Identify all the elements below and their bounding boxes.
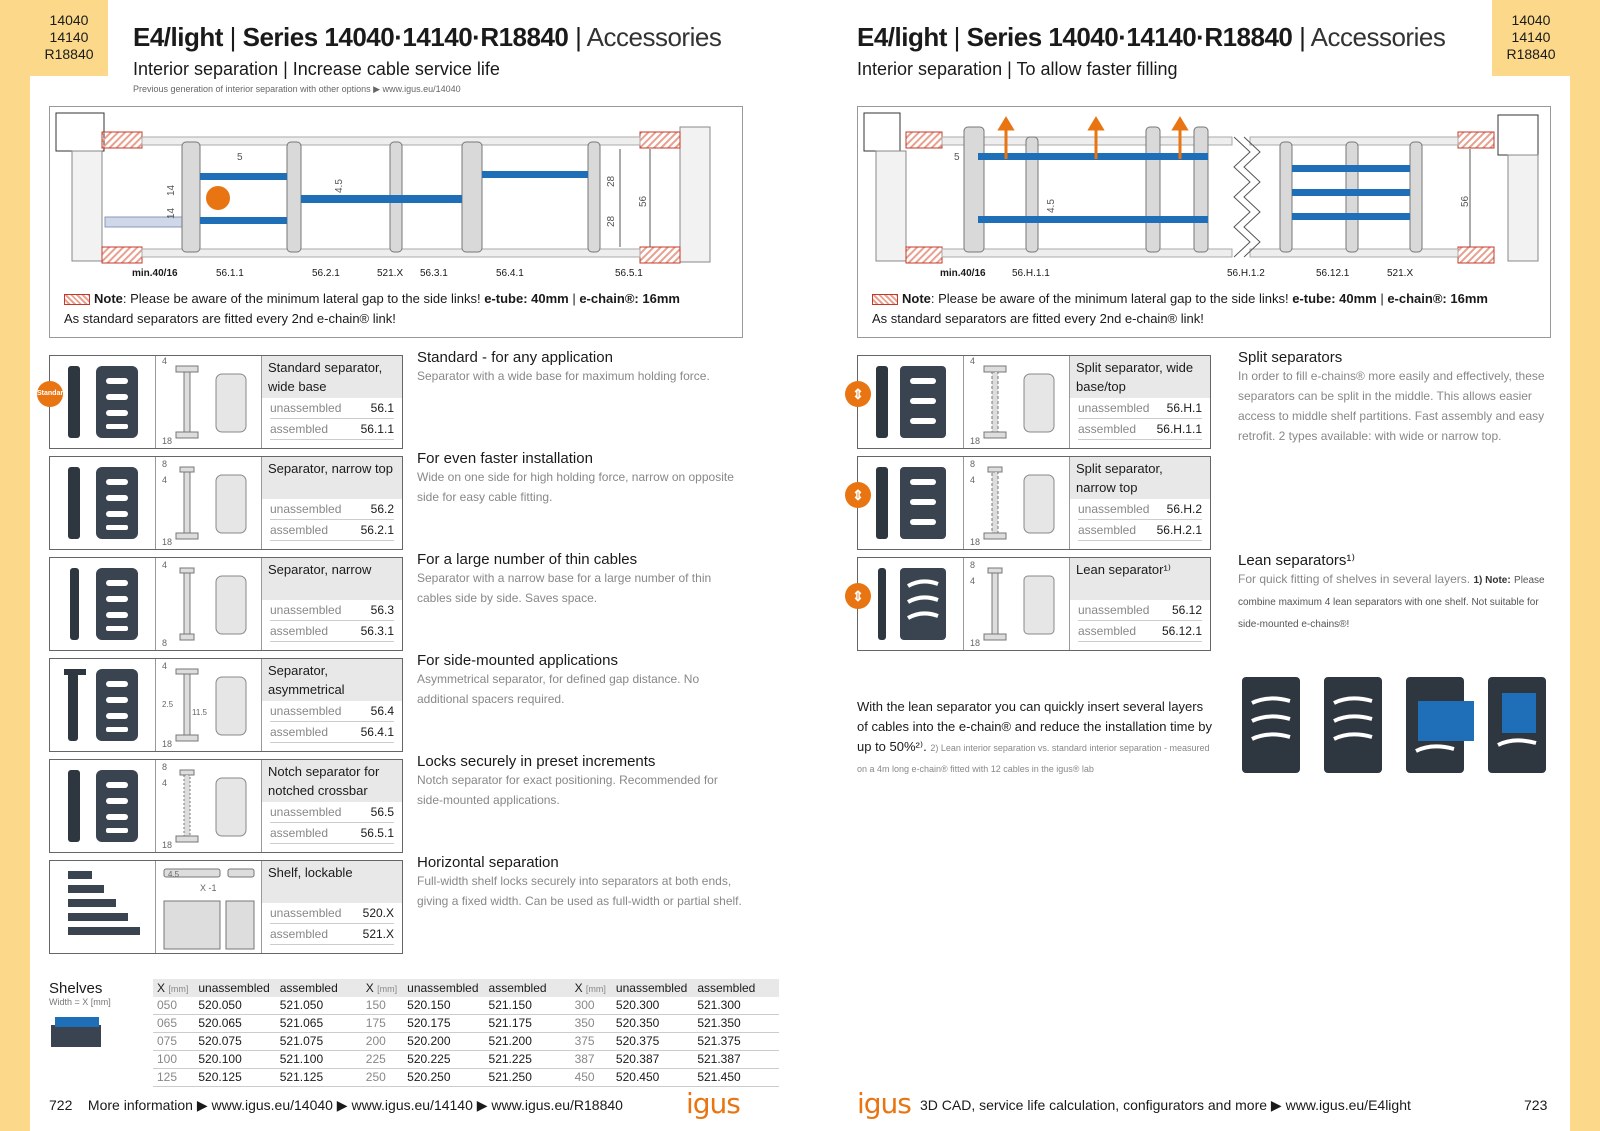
- right-footer: [920, 1097, 1411, 1114]
- footer-links[interactable]: More information ▶ www.igus.eu/14040 ▶ www.igus.eu/14140 ▶ www.igus.eu/R18840: [87, 1097, 623, 1113]
- product-drawing: [156, 558, 262, 650]
- shelf-unassembled: 520.387: [612, 1051, 693, 1069]
- product-info: Notch separator for notched crossbar unassembled 56.5 assembled 56.5.1: [262, 760, 402, 852]
- shelf-unassembled: 520.175: [403, 1015, 484, 1033]
- shelf-assembled: 521.250: [485, 1069, 571, 1087]
- diagram-label: 56.5.1: [615, 268, 643, 279]
- shelf-unassembled: 520.065: [194, 1015, 275, 1033]
- shelf-unassembled: 520.050: [194, 997, 275, 1015]
- diagram-label: 56.H.1.2: [1227, 268, 1265, 279]
- lean-separator-benefit: With the lean separator you can quickly insert several layers of cables into the e-chain® and reduce the installation time by up to 50%²⁾. 2) Lean interior separation vs. standard interior separation - measured on a 4m long e-chain® fitted with 12 cables in the igus® lab: [857, 699, 1213, 774]
- shelf-width: 175: [362, 1015, 403, 1033]
- dim-label: 8: [970, 459, 976, 469]
- product-name: Separator, narrow top: [262, 457, 402, 499]
- lean-separators-description: Lean separators¹⁾ For quick fitting of shelves in several layers. 1) Note: Please combine maximum 4 lean separators with one shelf. Not suitable for side-mounted e-chains®!: [1238, 552, 1545, 630]
- lean-photo-4: [1488, 677, 1546, 773]
- dim-label: X -1: [200, 883, 217, 893]
- shelf-assembled: 521.375: [693, 1033, 779, 1051]
- svg-text:28: 28: [606, 215, 617, 227]
- shelf-unassembled: 520.075: [194, 1033, 275, 1051]
- left-footer: [49, 1097, 623, 1114]
- product-name: Shelf, lockable: [262, 861, 402, 903]
- product-name: Split separator, wide base/top: [1070, 356, 1210, 398]
- shelf-unassembled: 520.200: [403, 1033, 484, 1051]
- part-number-assembled: 56.2.1: [360, 523, 394, 537]
- dim-label: 2.5: [162, 700, 174, 709]
- previous-generation-note: Previous generation of interior separation with other options ▶ www.igus.eu/14040: [133, 84, 461, 94]
- diagram-label: 56.12.1: [1316, 268, 1350, 279]
- product-photo: [858, 558, 964, 650]
- diagram-label: 56.H.1.1: [1012, 268, 1050, 279]
- product-name: Split separator, narrow top: [1070, 457, 1210, 499]
- split-separators-description: Split separators In order to fill e-chains® more easily and effectively, these separators can be split in the middle. This allows easier access to middle shelf partitions. Fast assembly and easy retrofit. 2 types available: with wide or narrow top.: [1238, 349, 1545, 443]
- dim-label: 4: [162, 475, 168, 485]
- product-drawing: [156, 861, 262, 953]
- product-photo: [50, 861, 156, 953]
- svg-text:5: 5: [954, 152, 960, 163]
- part-number-assembled: 56.3.1: [360, 624, 394, 638]
- product-name: Notch separator for notched crossbar: [262, 760, 402, 802]
- shelf-unassembled: 520.250: [403, 1069, 484, 1087]
- left-title: E4/light | Series 14040·14140·R18840 | Accessories: [133, 22, 722, 52]
- diagram-label: 56.1.1: [216, 268, 244, 279]
- part-number-unassembled: 56.3: [370, 603, 394, 617]
- product-name: Standard separator, wide base: [262, 356, 402, 398]
- svg-text:5: 5: [237, 152, 243, 163]
- standard-badge-icon: [206, 186, 230, 210]
- shelf-width: 387: [571, 1051, 612, 1069]
- product-photo: [858, 457, 964, 549]
- part-number-assembled: 56.H.1.1: [1156, 422, 1202, 436]
- svg-text:14: 14: [166, 184, 177, 196]
- dim-label: 8: [162, 638, 168, 648]
- separator-fitting-note: As standard separators are fitted every 2nd e-chain® link!: [64, 311, 396, 326]
- right-page-tab: 14040 14140 R18840: [1492, 0, 1570, 76]
- product-photo: [50, 659, 156, 751]
- product-drawing: [156, 457, 262, 549]
- product-name: Separator, asymmetrical: [262, 659, 402, 701]
- table-row: [153, 1033, 779, 1051]
- diagram-label: 56.2.1: [312, 268, 340, 279]
- shelf-unassembled: 520.225: [403, 1051, 484, 1069]
- product-description: For side-mounted applications Asymmetrical separator, for defined gap distance. No additional spacers required.: [417, 652, 700, 706]
- product-photo: [50, 558, 156, 650]
- svg-text:28: 28: [606, 175, 617, 187]
- product-drawing: [156, 356, 262, 448]
- lateral-gap-note: Note: Please be aware of the minimum lateral gap to the side links! e-tube: 40mm | e-chain®: 16mm: [64, 291, 680, 306]
- part-number-unassembled: 56.5: [370, 805, 394, 819]
- part-number-assembled: 56.4.1: [360, 725, 394, 739]
- standard-badge-icon: Standard: [37, 381, 63, 407]
- part-number-unassembled: 56.H.1: [1166, 401, 1202, 415]
- lateral-gap-note: Note: Please be aware of the minimum lateral gap to the side links! e-tube: 40mm | e-chain®: 16mm: [872, 291, 1488, 306]
- product-photo: [858, 356, 964, 448]
- shelf-width: 250: [362, 1069, 403, 1087]
- left-page-tab: 14040 14140 R18840: [30, 0, 108, 76]
- shelf-unassembled: 520.350: [612, 1015, 693, 1033]
- shelf-width: 075: [153, 1033, 194, 1051]
- diagram-label: 56.3.1: [420, 268, 448, 279]
- shelf-unassembled: 520.375: [612, 1033, 693, 1051]
- product-description: Locks securely in preset increments Notch separator for exact positioning. Recommended for side-mounted applications.: [417, 753, 718, 807]
- left-diagram-drawing: [50, 107, 742, 282]
- left-product-list: [37, 349, 749, 955]
- shelf-assembled: 521.387: [693, 1051, 779, 1069]
- shelf-assembled: 521.175: [485, 1015, 571, 1033]
- dim-label: 18: [162, 840, 173, 850]
- separator-fitting-note: As standard separators are fitted every 2nd e-chain® link!: [872, 311, 1204, 326]
- shelf-assembled: 521.125: [276, 1069, 362, 1087]
- dim-label: 8: [970, 560, 976, 570]
- product-info: Separator, narrow unassembled 56.3 assembled 56.3.1: [262, 558, 402, 650]
- hatch-icon: [872, 294, 898, 305]
- dim-label: 4: [970, 475, 976, 485]
- part-number-unassembled: 56.4: [370, 704, 394, 718]
- part-number-assembled: 56.5.1: [360, 826, 394, 840]
- dim-label: 18: [970, 537, 981, 547]
- shelf-assembled: 521.150: [485, 997, 571, 1015]
- shelf-assembled: 521.075: [276, 1033, 362, 1051]
- dim-label: 18: [162, 537, 173, 547]
- diagram-label: 521.X: [377, 268, 404, 279]
- product-info: Split separator, narrow top unassembled 56.H.2 assembled 56.H.2.1: [1070, 457, 1210, 549]
- shelf-unassembled: 520.300: [612, 997, 693, 1015]
- product-description: For even faster installation Wide on one side for high holding force, narrow on opposite side for easy cable fitting.: [417, 450, 734, 504]
- product-info: Lean separator¹⁾ unassembled 56.12 assembled 56.12.1: [1070, 558, 1210, 650]
- dim-label: 18: [970, 638, 981, 648]
- diagram-label: 521.X: [1387, 268, 1414, 279]
- dim-label: 11.5: [192, 708, 207, 717]
- product-description: Horizontal separation Full-width shelf locks securely into separators at both ends, giving a fixed width. Can be used as full-width or partial shelf.: [417, 854, 742, 908]
- product-card: [49, 860, 403, 954]
- shelf-width: 300: [571, 997, 612, 1015]
- lean-photo-2: [1324, 677, 1382, 773]
- dim-label: 4: [970, 356, 976, 366]
- shelves-title: Shelves: [49, 980, 103, 997]
- product-info: Separator, asymmetrical unassembled 56.4 assembled 56.4.1: [262, 659, 402, 751]
- lean-photo-1: [1242, 677, 1300, 773]
- product-card: [857, 456, 1211, 550]
- lean-separator-photos: [1238, 673, 1548, 775]
- part-number-assembled: 56.1.1: [360, 422, 394, 436]
- split-icon: ⇕: [845, 381, 871, 407]
- dim-label: 4.5: [168, 870, 180, 879]
- shelf-unassembled: 520.450: [612, 1069, 693, 1087]
- dim-label: 8: [162, 762, 168, 772]
- product-name: Lean separator¹⁾: [1070, 558, 1210, 600]
- product-card: [857, 557, 1211, 651]
- product-info: Shelf, lockable unassembled 520.X assembled 521.X: [262, 861, 402, 953]
- svg-text:14: 14: [166, 207, 177, 219]
- part-number-unassembled: 56.12: [1171, 603, 1202, 617]
- shelf-assembled: 521.450: [693, 1069, 779, 1087]
- diagram-label-min-gap: min.40/16: [940, 268, 986, 279]
- part-number-assembled: 521.X: [362, 927, 394, 941]
- product-card: [49, 557, 403, 651]
- right-subtitle: Interior separation | To allow faster filling: [857, 59, 1178, 79]
- right-separation-diagram: [857, 106, 1551, 338]
- dim-label: 4: [162, 560, 168, 570]
- right-title: E4/light | Series 14040·14140·R18840 | Accessories: [857, 22, 1446, 52]
- part-number-unassembled: 520.X: [362, 906, 394, 920]
- shelf-assembled: 521.050: [276, 997, 362, 1015]
- shelf-width: 350: [571, 1015, 612, 1033]
- dim-label: 4: [970, 576, 976, 586]
- left-subtitle: Interior separation | Increase cable service life: [133, 59, 500, 79]
- page-number: 722: [49, 1097, 73, 1113]
- hatch-icon: [64, 294, 90, 305]
- part-number-unassembled: 56.2: [370, 502, 394, 516]
- shelf-width: 050: [153, 997, 194, 1015]
- product-drawing: [156, 760, 262, 852]
- product-info: Separator, narrow top unassembled 56.2 assembled 56.2.1: [262, 457, 402, 549]
- shelf-unassembled: 520.150: [403, 997, 484, 1015]
- shelf-width: 100: [153, 1051, 194, 1069]
- shelf-width: 125: [153, 1069, 194, 1087]
- right-diagram-drawing: [858, 107, 1550, 282]
- table-row: [153, 997, 779, 1015]
- shelves-section: [49, 980, 111, 1062]
- product-drawing: [964, 457, 1070, 549]
- dim-label: 4: [162, 778, 168, 788]
- dim-label: 18: [970, 436, 981, 446]
- product-description: For a large number of thin cables Separator with a narrow base for a large number of thin cables side by side. Saves space.: [417, 551, 712, 605]
- igus-logo: igus: [686, 1087, 740, 1120]
- product-drawing: [964, 356, 1070, 448]
- product-card: [49, 355, 403, 449]
- diagram-label-min-gap: min.40/16: [132, 268, 178, 279]
- product-info: Split separator, wide base/top unassembled 56.H.1 assembled 56.H.1.1: [1070, 356, 1210, 448]
- svg-text:56: 56: [1460, 195, 1471, 207]
- shelf-assembled: 521.225: [485, 1051, 571, 1069]
- product-card: [49, 456, 403, 550]
- product-name: Separator, narrow: [262, 558, 402, 600]
- product-description: Standard - for any application Separator with a wide base for maximum holding force.: [417, 349, 710, 383]
- footer-links[interactable]: 3D CAD, service life calculation, configurators and more ▶ www.igus.eu/E4light: [920, 1097, 1411, 1113]
- table-row: [153, 1051, 779, 1069]
- igus-logo: igus: [857, 1087, 911, 1120]
- part-number-unassembled: 56.1: [370, 401, 394, 415]
- diagram-label: 56.4.1: [496, 268, 524, 279]
- shelf-width: 225: [362, 1051, 403, 1069]
- product-card: [49, 658, 403, 752]
- product-photo: [50, 356, 156, 448]
- product-card: [857, 355, 1211, 449]
- shelf-width: 065: [153, 1015, 194, 1033]
- dim-label: 4: [162, 356, 168, 366]
- right-product-list: [852, 355, 1217, 655]
- shelf-assembled: 521.100: [276, 1051, 362, 1069]
- shelves-table: X [mm] unassembled assembled X [mm] unassembled assembled X [mm] unassembled assembled 050 520.050 521.050 150 520.150 521.150 300 520.300 521.300 065 520.065 521.065 175 520.175 521.175 350 520.350 521.350 075 520.075 521.075 200 520.200 521.200 375 520.375 521.375 100 520.100 521.100 225 520.225 521.225 387 520.387 521.387 125 520.125 521.125 250 520.250 521.250 450 520.450 521.450: [153, 979, 779, 1087]
- shelf-photo-icon: [49, 1011, 111, 1057]
- shelf-width: 375: [571, 1033, 612, 1051]
- shelf-width: 450: [571, 1069, 612, 1087]
- shelf-unassembled: 520.125: [194, 1069, 275, 1087]
- shelf-width: 150: [362, 997, 403, 1015]
- left-separation-diagram: [49, 106, 743, 338]
- split-icon: ⇕: [845, 482, 871, 508]
- split-icon: ⇕: [845, 583, 871, 609]
- shelf-assembled: 521.065: [276, 1015, 362, 1033]
- product-card: [49, 759, 403, 853]
- shelf-width: 200: [362, 1033, 403, 1051]
- dim-label: 18: [162, 436, 173, 446]
- shelf-unassembled: 520.100: [194, 1051, 275, 1069]
- part-number-assembled: 56.12.1: [1161, 624, 1202, 638]
- shelf-assembled: 521.200: [485, 1033, 571, 1051]
- product-drawing: [156, 659, 262, 751]
- shelf-assembled: 521.350: [693, 1015, 779, 1033]
- shelf-assembled: 521.300: [693, 997, 779, 1015]
- dim-label: 4: [162, 661, 168, 671]
- product-drawing: [964, 558, 1070, 650]
- shelves-table-wrap: [153, 979, 779, 1087]
- product-photo: [50, 760, 156, 852]
- page-number: 723: [1524, 1097, 1548, 1113]
- shelves-subtitle: Width = X [mm]: [49, 997, 111, 1007]
- svg-text:56: 56: [638, 195, 649, 207]
- table-row: [153, 1015, 779, 1033]
- table-row: [153, 1069, 779, 1087]
- part-number-unassembled: 56.H.2: [1166, 502, 1202, 516]
- dim-label: 18: [162, 739, 173, 749]
- svg-text:4.5: 4.5: [1046, 199, 1057, 213]
- dim-label: 8: [162, 459, 168, 469]
- lean-photo-3: [1406, 677, 1474, 773]
- product-info: Standard separator, wide base unassembled 56.1 assembled 56.1.1: [262, 356, 402, 448]
- product-photo: [50, 457, 156, 549]
- part-number-assembled: 56.H.2.1: [1156, 523, 1202, 537]
- svg-text:4.5: 4.5: [334, 179, 345, 193]
